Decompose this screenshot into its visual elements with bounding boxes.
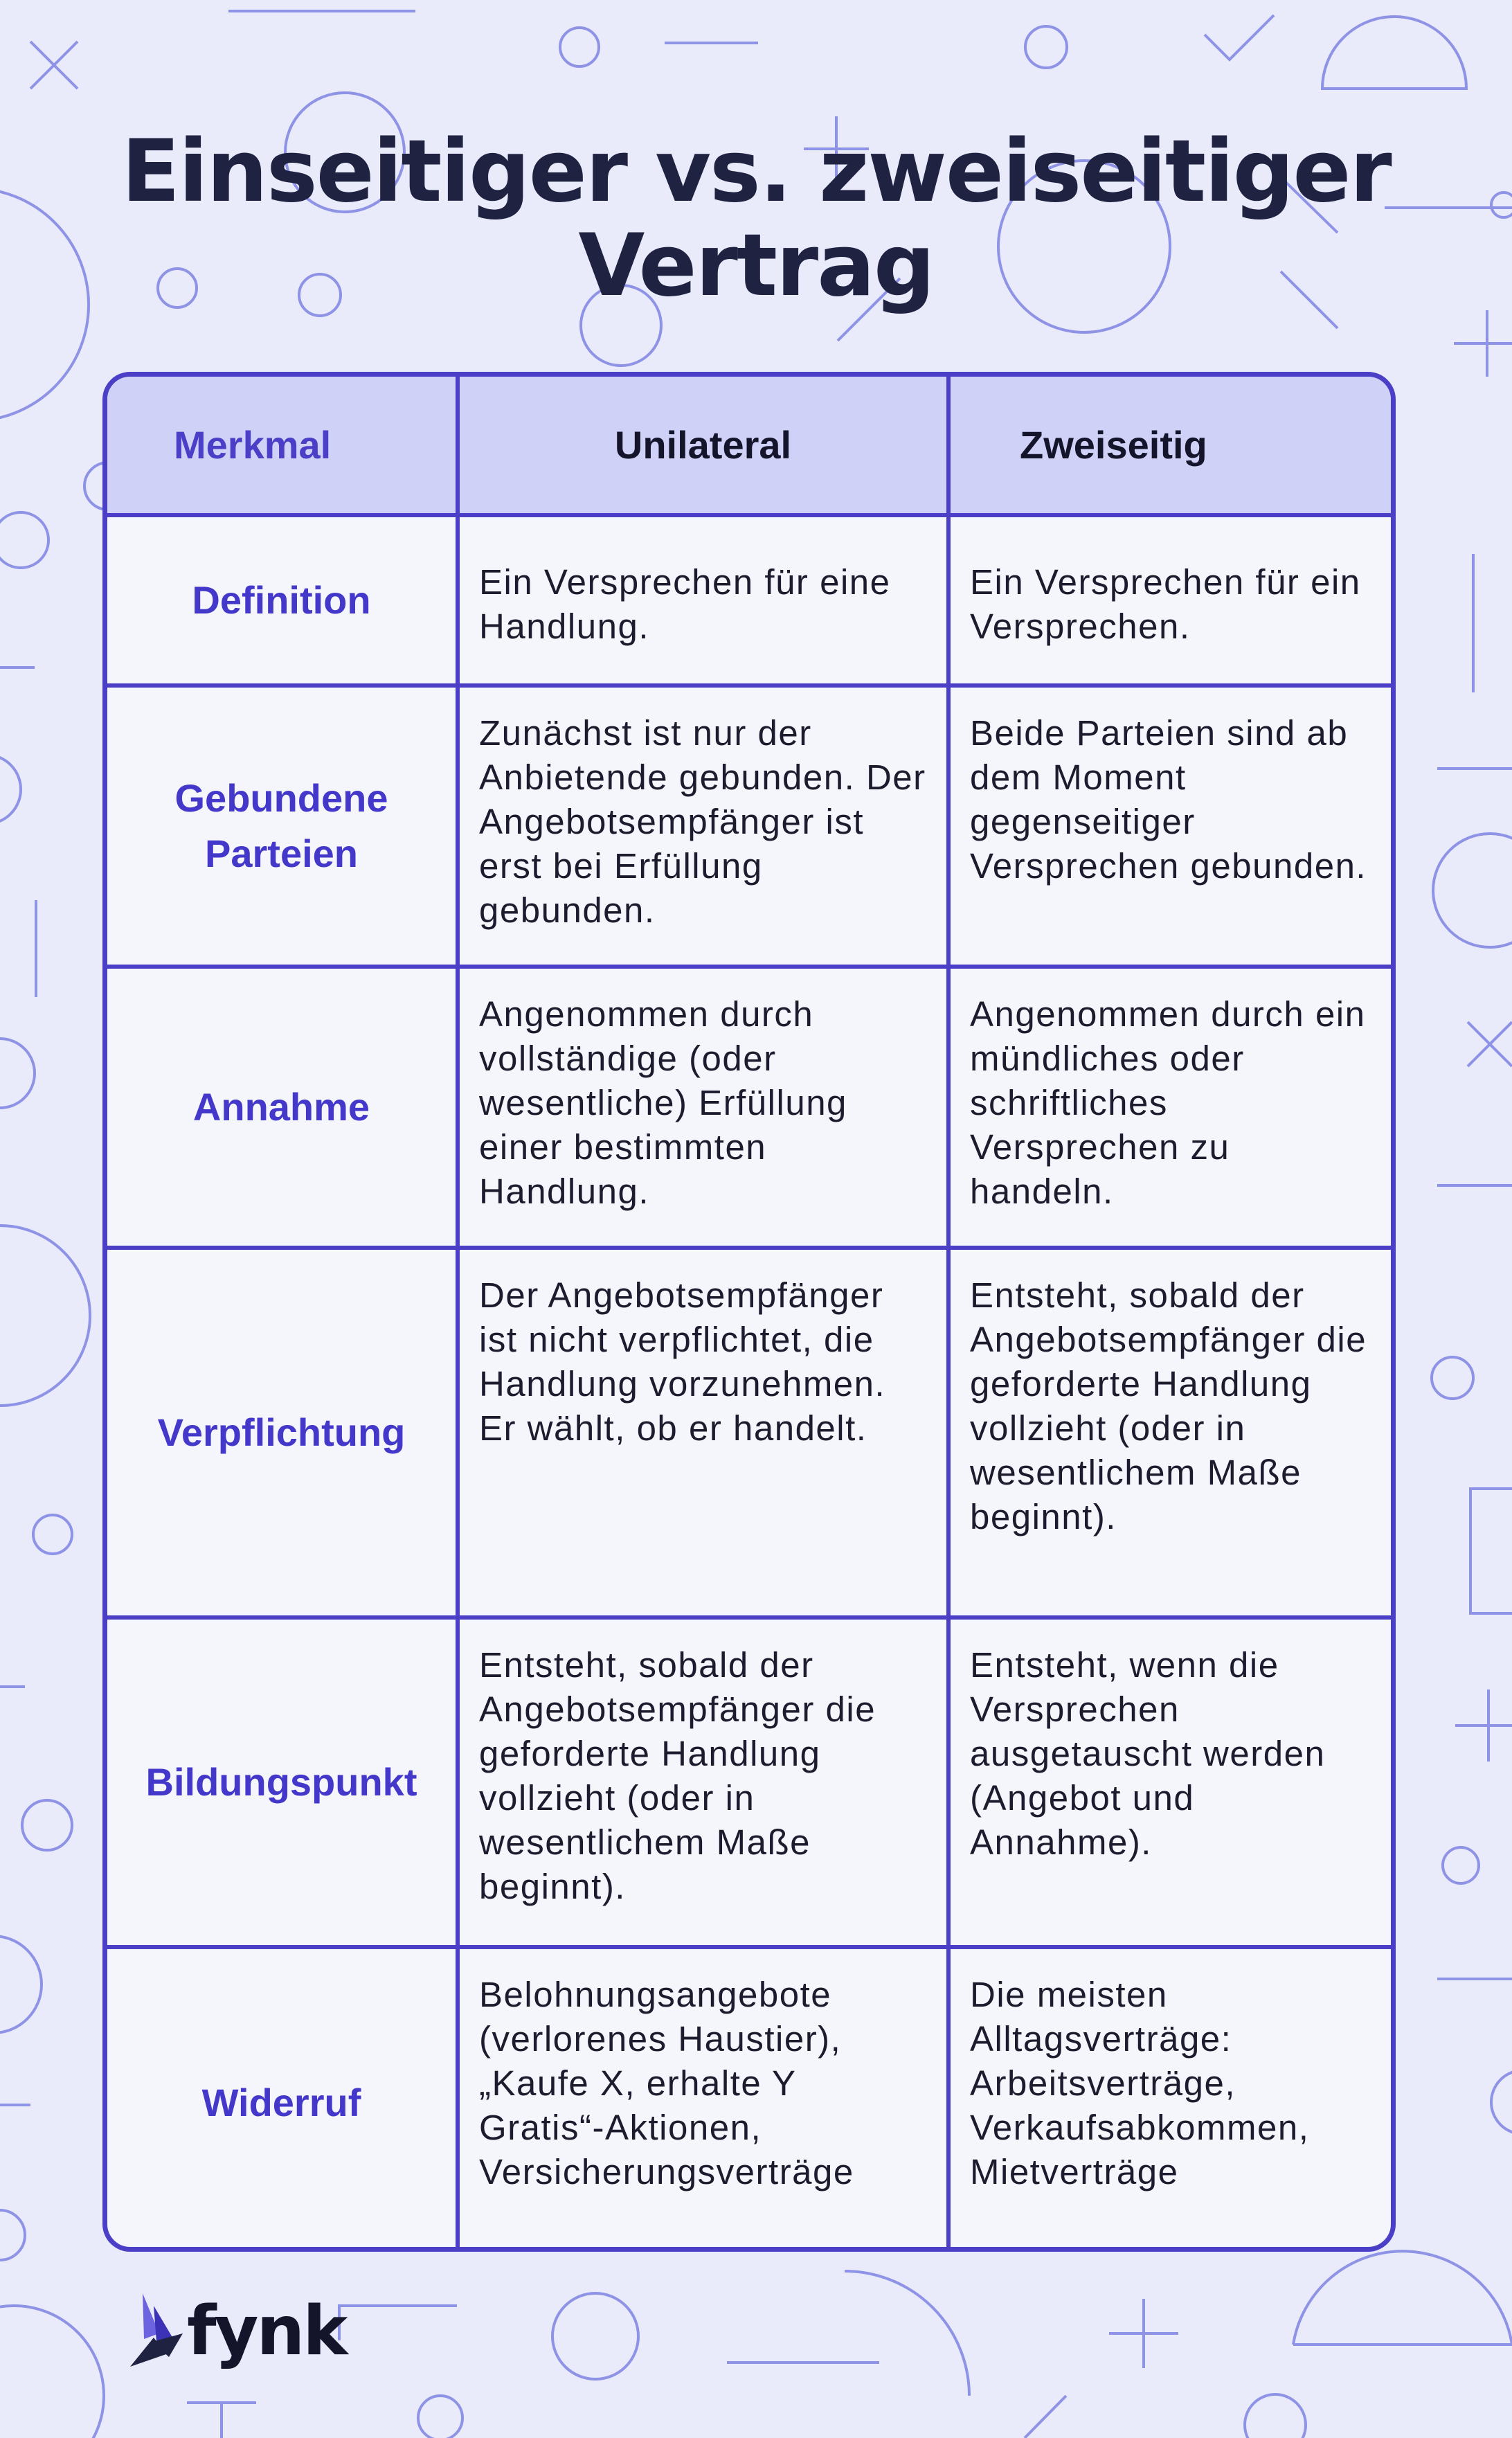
table-row (107, 1248, 1391, 1617)
comparison-table (102, 372, 1396, 2252)
table-row (107, 1617, 1391, 1947)
page-title (0, 122, 1512, 316)
cell-bilateral: Ein Versprechen für ein Versprechen. (948, 515, 1391, 685)
header-feature: Merkmal (107, 377, 458, 515)
cell-unilateral: Angenommen durch vollständige (oder wesentliche) Erfüllung einer bestimmten Handlung. (458, 967, 948, 1248)
cell-unilateral: Entsteht, sobald der Angebotsempfänger die geforderte Handlung vollzieht (oder in wesentlichem Maße beginnt). (458, 1617, 948, 1947)
table-row (107, 685, 1391, 967)
cell-bilateral: Beide Parteien sind ab dem Moment gegenseitiger Versprechen gebunden. (948, 685, 1391, 967)
row-label: Bildungspunkt (107, 1617, 458, 1947)
cell-unilateral: Belohnungsangebote (verlorenes Haustier), „Kaufe X, erhalte Y Gratis“-Aktionen, Versicherungsverträge (458, 1947, 948, 2252)
cell-bilateral: Entsteht, sobald der Angebotsempfänger die geforderte Handlung vollzieht (oder in wesentlichem Maße beginnt). (948, 1248, 1391, 1617)
cell-unilateral: Ein Versprechen für eine Handlung. (458, 515, 948, 685)
row-label: Widerruf (107, 1947, 458, 2252)
header-unilateral: Unilateral (458, 377, 948, 515)
row-label: Verpflichtung (107, 1248, 458, 1617)
title-line-1: Einseitiger vs. zweiseitiger (121, 122, 1391, 222)
cell-bilateral: Entsteht, wenn die Versprechen ausgetauscht werden (Angebot und Annahme). (948, 1617, 1391, 1947)
cell-bilateral: Angenommen durch ein mündliches oder schriftliches Versprechen zu handeln. (948, 967, 1391, 1248)
header-bilateral: Zweiseitig (948, 377, 1391, 515)
cell-bilateral: Die meisten Alltagsverträge: Arbeitsverträge, Verkaufsabkommen, Mietverträge (948, 1947, 1391, 2252)
row-label: Definition (107, 515, 458, 685)
cell-unilateral: Zunächst ist nur der Anbietende gebunden. Der Angebotsempfänger ist erst bei Erfüllung gebunden. (458, 685, 948, 967)
table-row (107, 967, 1391, 1248)
title-line-2: Vertrag (578, 216, 934, 316)
table-row (107, 1947, 1391, 2252)
table-header-row (107, 377, 1391, 515)
table-row (107, 515, 1391, 685)
row-label: Gebundene Parteien (107, 685, 458, 967)
cell-unilateral: Der Angebotsempfänger ist nicht verpflichtet, die Handlung vorzunehmen. Er wählt, ob er handelt. (458, 1248, 948, 1617)
row-label: Annahme (107, 967, 458, 1248)
brand-name: fynk (187, 2292, 346, 2371)
